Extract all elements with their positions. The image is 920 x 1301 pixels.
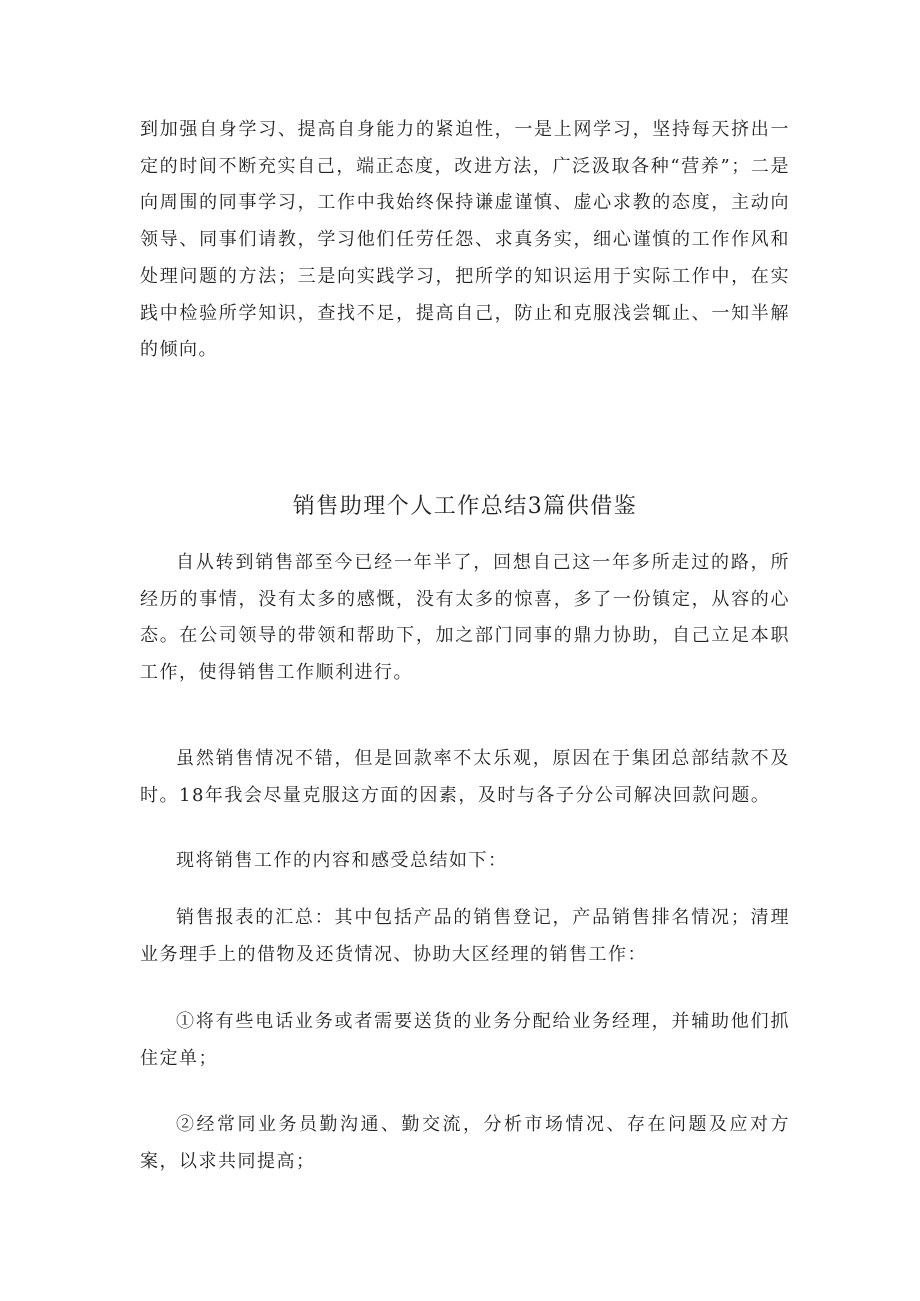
paragraph-4: 销售报表的汇总：其中包括产品的销售登记，产品销售排名情况；清理业务理手上的借物及还货情况、协助大区经理的销售工作： — [140, 907, 790, 965]
paragraph-6: ②经常同业务员勤沟通、勤交流，分析市场情况、存在问题及应对方案，以求共同提高； — [140, 1114, 790, 1172]
paragraph-1: 自从转到销售部至今已经一年半了，回想自己这一年多所走过的路，所经历的事情，没有太多的感慨，没有太多的惊喜，多了一份镇定，从容的心态。在公司领导的带领和帮助下，加之部门同事的鼎力协助，自己立足本职工作，使得销售工作顺利进行。 — [140, 552, 790, 684]
paragraph-3: 现将销售工作的内容和感受总结如下： — [176, 850, 508, 871]
continued-paragraph: 到加强自身学习、提高自身能力的紧迫性，一是上网学习，坚持每天挤出一定的时间不断充实自己，端正态度，改进方法，广泛汲取各种“营养”；二是向周围的同事学习，工作中我始终保持谦虚谨慎、虚心求教的态度，主动向领导、同事们请教，学习他们任劳任怨、求真务实，细心谨慎的工作作风和处理问题的方法；三是向实践学习，把所学的知识运用于实际工作中，在实践中检验所学知识，查找不足，提高自己，防止和克服浅尝辄止、一知半解的倾向。 — [140, 119, 790, 361]
paragraph-5: ①将有些电话业务或者需要送货的业务分配给业务经理，并辅助他们抓住定单； — [140, 1011, 790, 1069]
paragraph-2: 虽然销售情况不错，但是回款率不太乐观，原因在于集团总部结款不及时。18年我会尽量克服这方面的因素，及时与各子分公司解决回款问题。 — [140, 748, 790, 806]
section-title: 销售助理个人工作总结3篇供借鉴 — [292, 494, 638, 519]
